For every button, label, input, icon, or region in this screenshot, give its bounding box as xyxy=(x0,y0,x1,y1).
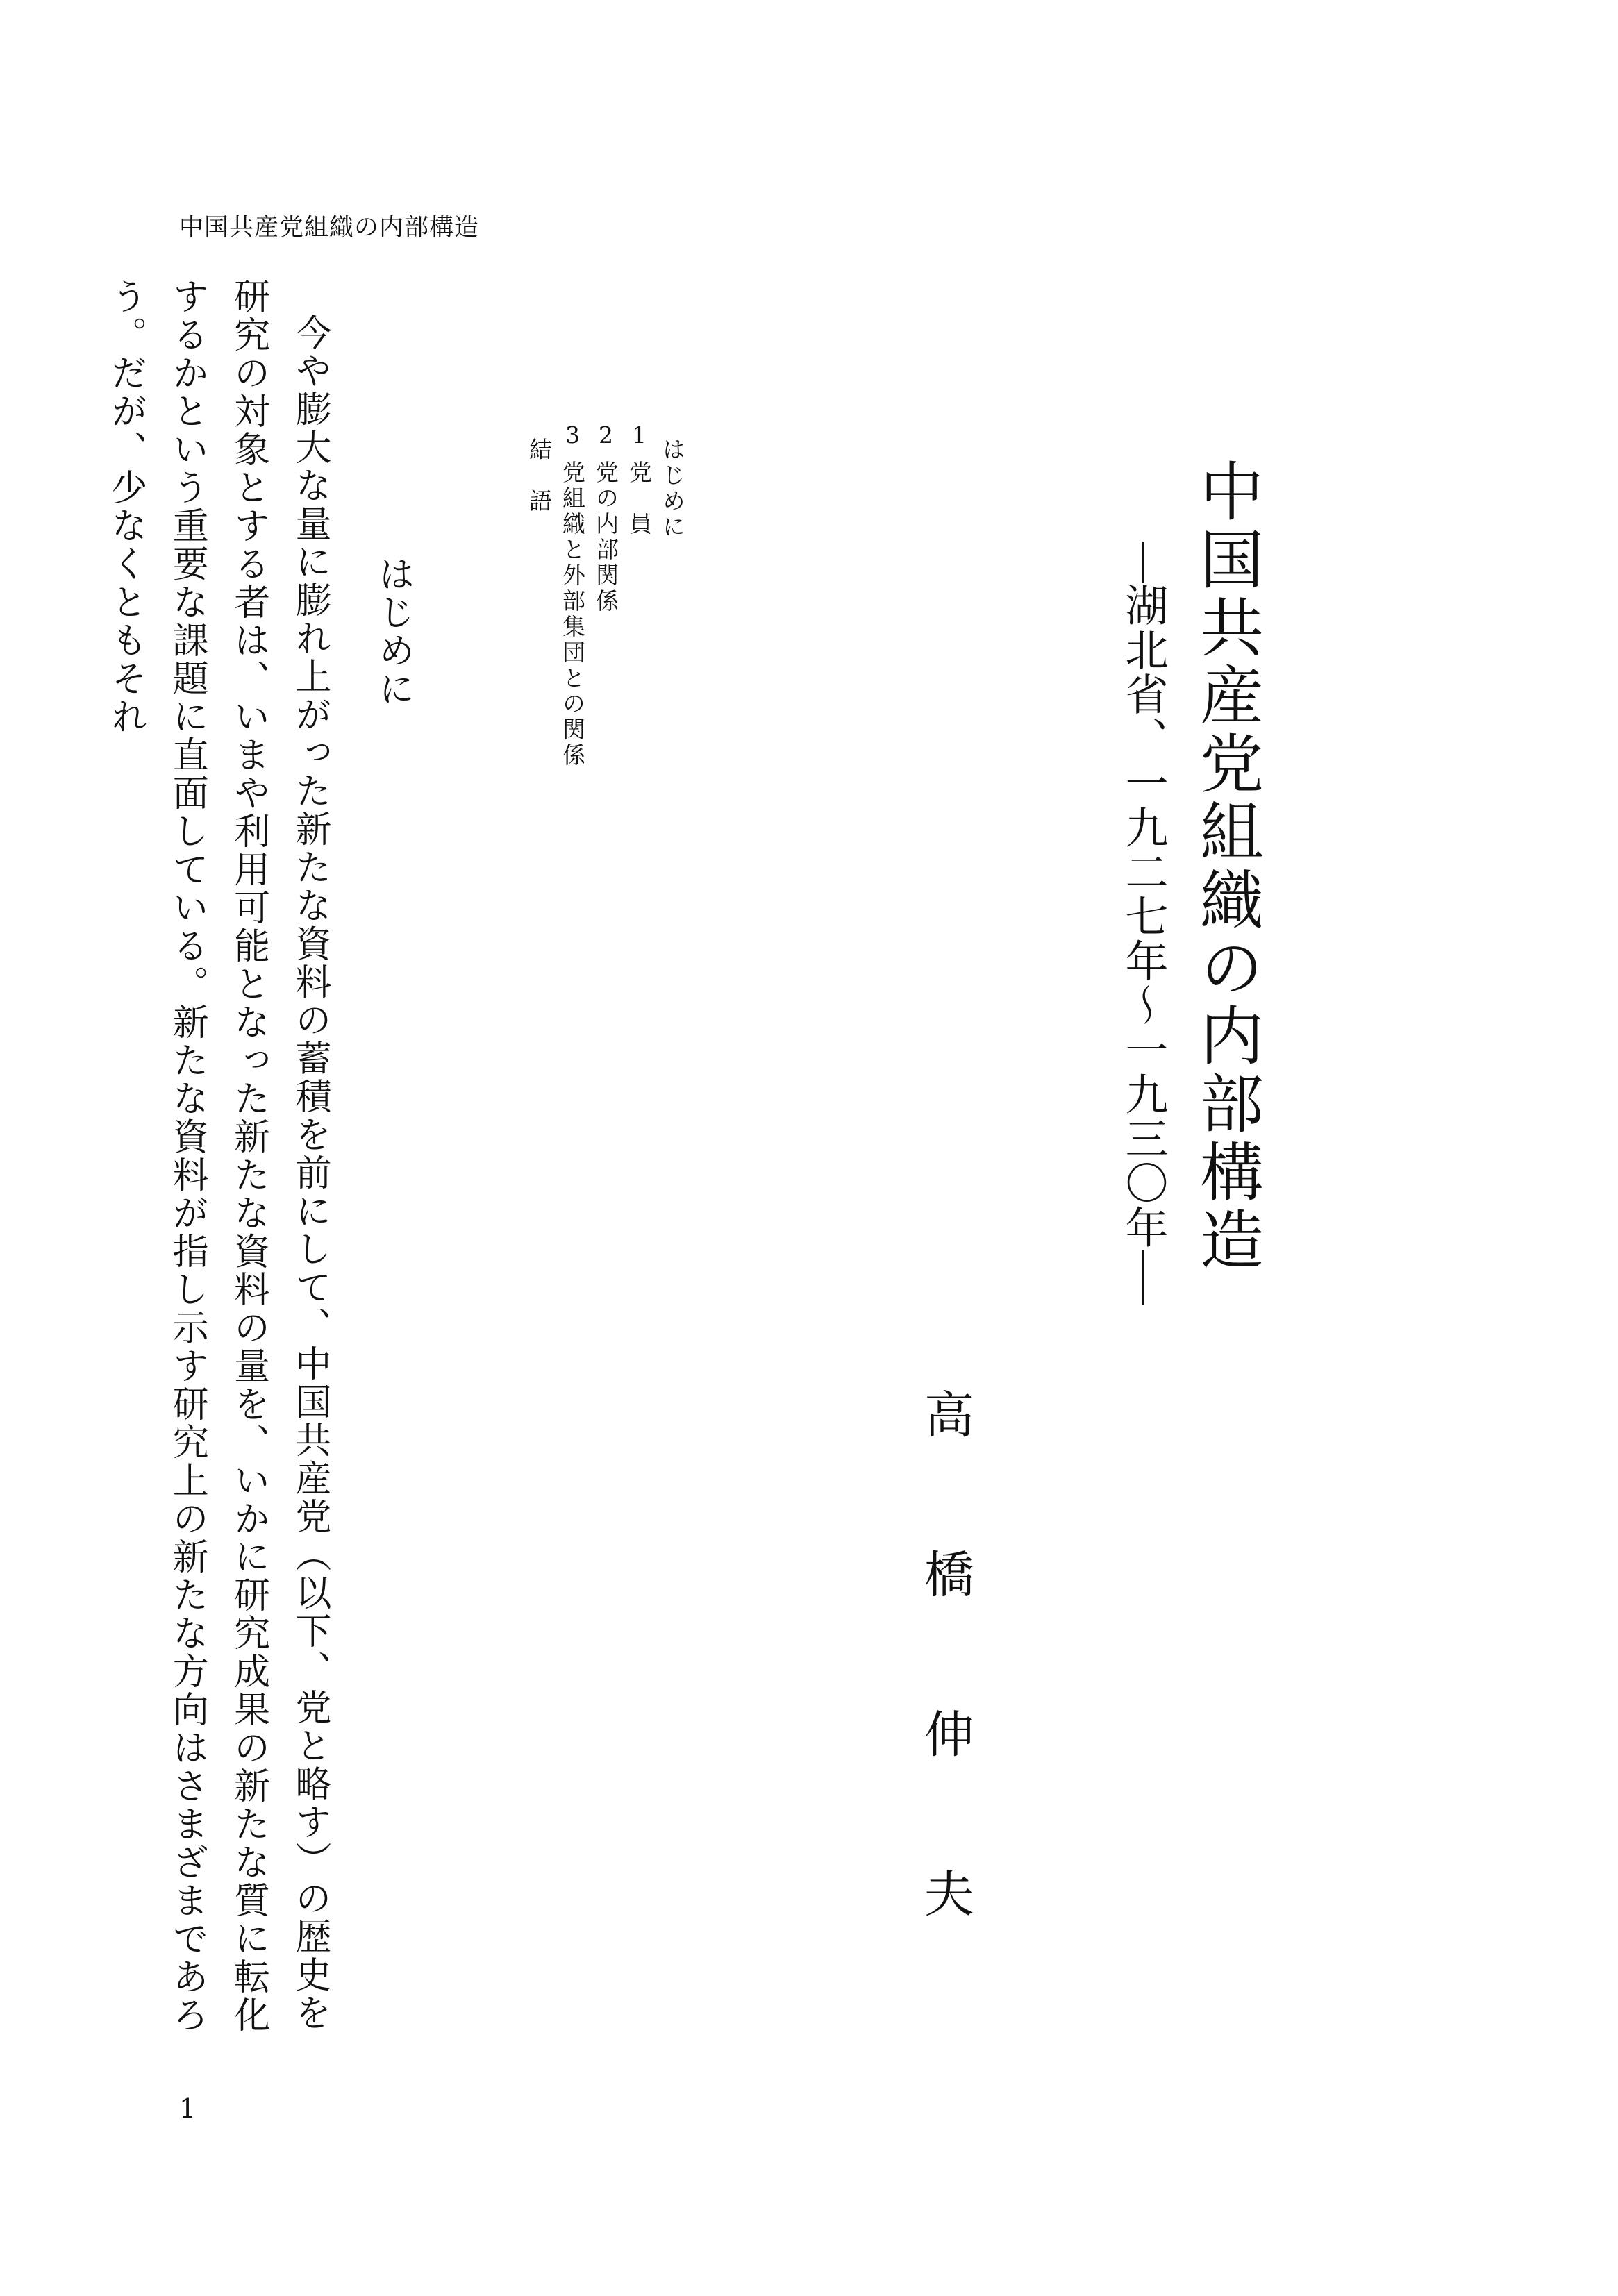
author-char: 高 xyxy=(916,1389,974,1439)
page-number: 1 xyxy=(179,2093,197,2124)
toc-label: 党 員 xyxy=(626,460,653,537)
body-paragraph: 今や膨大な量に膨れ上がった新たな資料の蓄積を前にして、中国共産党（以下、党と略す）の歴史を研究の対象とする者は、いまや利用可能となった新たな資料の量を、いかに研究成果の新たな質に転化するかという重要な課題に直面している。新たな資料が指し示す研究上の新たな方向はさまざまであろう。だが、少なくともそれ xyxy=(104,278,331,2034)
toc-item xyxy=(559,421,586,910)
article-subtitle: 湖北省、一九二七年～一九三〇年 xyxy=(1118,583,1169,1250)
section-heading: はじめに xyxy=(372,555,414,708)
author-char: 橋 xyxy=(916,1548,974,1598)
author-char: 夫 xyxy=(916,1868,974,1918)
toc-label: はじめに xyxy=(659,437,686,540)
subtitle-dash-top xyxy=(1142,542,1144,583)
toc-item xyxy=(592,421,619,910)
toc-label: 結 語 xyxy=(526,437,553,514)
toc-number: 1 xyxy=(632,421,647,449)
toc-number: 3 xyxy=(565,421,580,449)
toc-item xyxy=(661,424,684,910)
toc-label: 党組織と外部集団との関係 xyxy=(559,460,586,769)
subtitle-block xyxy=(1118,542,1169,1305)
toc-number: 2 xyxy=(599,421,613,449)
running-header: 中国共産党組織の内部構造 xyxy=(179,214,480,242)
subtitle-dash-bottom xyxy=(1142,1250,1144,1305)
table-of-contents xyxy=(526,421,686,910)
toc-item xyxy=(528,424,551,910)
toc-item xyxy=(626,421,653,910)
body-text xyxy=(104,278,340,2055)
article-title: 中国共産党組織の内部構造 xyxy=(1190,458,1264,1275)
author-char: 伸 xyxy=(916,1708,974,1758)
toc-label: 党の内部関係 xyxy=(592,460,619,614)
